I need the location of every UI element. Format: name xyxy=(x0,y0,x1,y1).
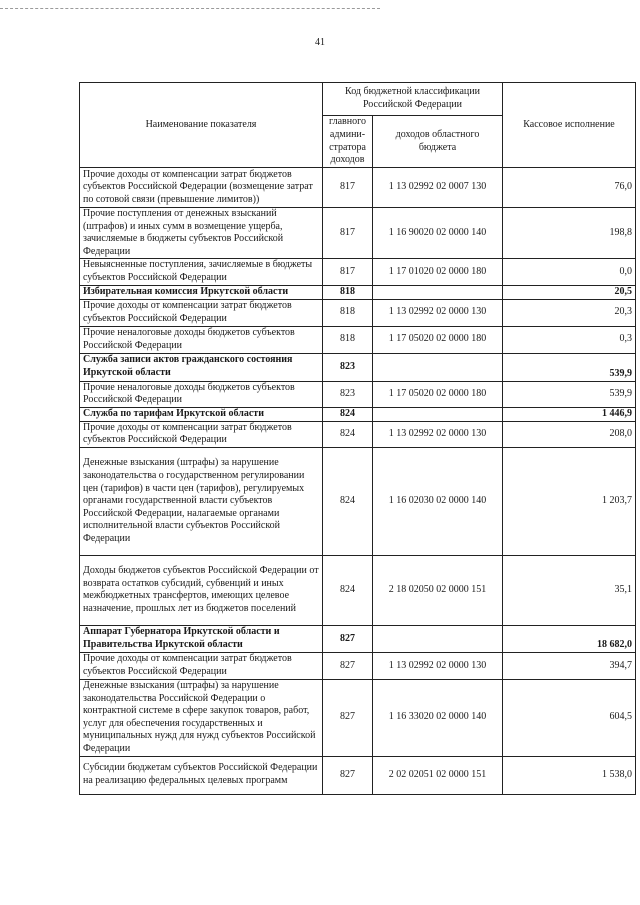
page-number: 41 xyxy=(315,37,325,48)
indicator-name: Избирательная комиссия Иркутской области xyxy=(80,285,323,299)
revenue-code: 1 16 02030 02 0000 140 xyxy=(373,447,503,555)
table-row-organization xyxy=(80,407,636,421)
indicator-name: Служба записи актов гражданского состояния Иркутской области xyxy=(80,353,323,381)
indicator-name: Служба по тарифам Иркутской области xyxy=(80,407,323,421)
cash-amount: 20,3 xyxy=(503,299,636,326)
admin-code: 817 xyxy=(323,168,373,208)
revenue-code: 1 17 05020 02 0000 180 xyxy=(373,326,503,353)
admin-code: 824 xyxy=(323,407,373,421)
revenue-code: 1 16 33020 02 0000 140 xyxy=(373,679,503,756)
cash-amount: 539,9 xyxy=(503,381,636,407)
admin-code: 817 xyxy=(323,259,373,285)
table-row xyxy=(80,168,636,208)
admin-code: 827 xyxy=(323,625,373,652)
revenue-code: 2 18 02050 02 0000 151 xyxy=(373,555,503,625)
header-income: доходов областного бюджета xyxy=(373,116,503,168)
table-row xyxy=(80,421,636,447)
revenue-code: 1 13 02992 02 0000 130 xyxy=(373,299,503,326)
admin-code: 818 xyxy=(323,285,373,299)
indicator-name: Прочие неналоговые доходы бюджетов субъектов Российской Федерации xyxy=(80,326,323,353)
cash-amount: 20,5 xyxy=(503,285,636,299)
indicator-name: Денежные взыскания (штрафы) за нарушение законодательства о государственном регулировании цен (тарифов) в части цен (тарифов), регулируемых органами государственной власти субъектов Российской Федерации, налагаемые органами исполнительной власти субъектов Российской Федерации xyxy=(80,447,323,555)
header-code-group: Код бюджетной классификации Российской Федерации xyxy=(323,83,503,116)
cash-amount: 0,0 xyxy=(503,259,636,285)
table-row xyxy=(80,208,636,259)
indicator-name: Аппарат Губернатора Иркутской области и Правительства Иркутской области xyxy=(80,625,323,652)
table-row xyxy=(80,652,636,679)
indicator-name: Субсидии бюджетам субъектов Российской Федерации на реализацию федеральных целевых программ xyxy=(80,756,323,794)
indicator-name: Прочие доходы от компенсации затрат бюджетов субъектов Российской Федерации (возмещение затрат по сотовой связи (превышение лимитов)) xyxy=(80,168,323,208)
indicator-name: Прочие поступления от денежных взысканий (штрафов) и иных сумм в возмещение ущерба, зачисляемые в бюджеты субъектов Российской Федерации xyxy=(80,208,323,259)
table-row xyxy=(80,381,636,407)
admin-code: 827 xyxy=(323,679,373,756)
admin-code: 818 xyxy=(323,326,373,353)
header-cash: Кассовое исполнение xyxy=(503,83,636,168)
table-row xyxy=(80,259,636,285)
table-row-organization xyxy=(80,353,636,381)
indicator-name: Невыясненные поступления, зачисляемые в бюджеты субъектов Российской Федерации xyxy=(80,259,323,285)
cash-amount: 539,9 xyxy=(503,353,636,381)
admin-code: 824 xyxy=(323,421,373,447)
table-row-organization xyxy=(80,285,636,299)
table-row xyxy=(80,555,636,625)
admin-code: 823 xyxy=(323,353,373,381)
cash-amount: 604,5 xyxy=(503,679,636,756)
cash-amount: 394,7 xyxy=(503,652,636,679)
cash-amount: 1 538,0 xyxy=(503,756,636,794)
cash-amount: 76,0 xyxy=(503,168,636,208)
cash-amount: 1 446,9 xyxy=(503,407,636,421)
cash-amount: 0,3 xyxy=(503,326,636,353)
budget-revenue-table xyxy=(79,82,636,795)
table-row xyxy=(80,447,636,555)
indicator-name: Прочие доходы от компенсации затрат бюджетов субъектов Российской Федерации xyxy=(80,299,323,326)
indicator-name: Прочие доходы от компенсации затрат бюджетов субъектов Российской Федерации xyxy=(80,421,323,447)
indicator-name: Прочие доходы от компенсации затрат бюджетов субъектов Российской Федерации xyxy=(80,652,323,679)
table-row-organization xyxy=(80,625,636,652)
admin-code: 823 xyxy=(323,381,373,407)
revenue-code: 1 13 02992 02 0000 130 xyxy=(373,652,503,679)
table-row xyxy=(80,679,636,756)
indicator-name: Денежные взыскания (штрафы) за нарушение законодательства Российской Федерации о контрактной системе в сфере закупок товаров, работ, услуг для обеспечения государственных и муниципальных нужд для нужд субъектов Российской Федерации xyxy=(80,679,323,756)
table-row xyxy=(80,299,636,326)
revenue-code xyxy=(373,625,503,652)
admin-code: 818 xyxy=(323,299,373,326)
admin-code: 824 xyxy=(323,447,373,555)
admin-code: 824 xyxy=(323,555,373,625)
revenue-code: 1 17 01020 02 0000 180 xyxy=(373,259,503,285)
table-row xyxy=(80,756,636,794)
table-row xyxy=(80,326,636,353)
cash-amount: 208,0 xyxy=(503,421,636,447)
header-admin: главного админи-стратора доходов xyxy=(323,116,373,168)
revenue-code: 1 13 02992 02 0000 130 xyxy=(373,421,503,447)
indicator-name: Доходы бюджетов субъектов Российской Федерации от возврата остатков субсидий, субвенций и иных межбюджетных трансфертов, имеющих целевое назначение, прошлых лет из бюджетов поселений xyxy=(80,555,323,625)
revenue-code: 1 17 05020 02 0000 180 xyxy=(373,381,503,407)
revenue-code: 2 02 02051 02 0000 151 xyxy=(373,756,503,794)
cash-amount: 198,8 xyxy=(503,208,636,259)
cash-amount: 35,1 xyxy=(503,555,636,625)
revenue-code: 1 16 90020 02 0000 140 xyxy=(373,208,503,259)
admin-code: 817 xyxy=(323,208,373,259)
revenue-code: 1 13 02992 02 0007 130 xyxy=(373,168,503,208)
cash-amount: 1 203,7 xyxy=(503,447,636,555)
cash-amount: 18 682,0 xyxy=(503,625,636,652)
admin-code: 827 xyxy=(323,756,373,794)
revenue-code xyxy=(373,407,503,421)
revenue-code xyxy=(373,353,503,381)
header-name: Наименование показателя xyxy=(80,83,323,168)
indicator-name: Прочие неналоговые доходы бюджетов субъектов Российской Федерации xyxy=(80,381,323,407)
scan-edge-line xyxy=(0,8,380,9)
revenue-code xyxy=(373,285,503,299)
admin-code: 827 xyxy=(323,652,373,679)
